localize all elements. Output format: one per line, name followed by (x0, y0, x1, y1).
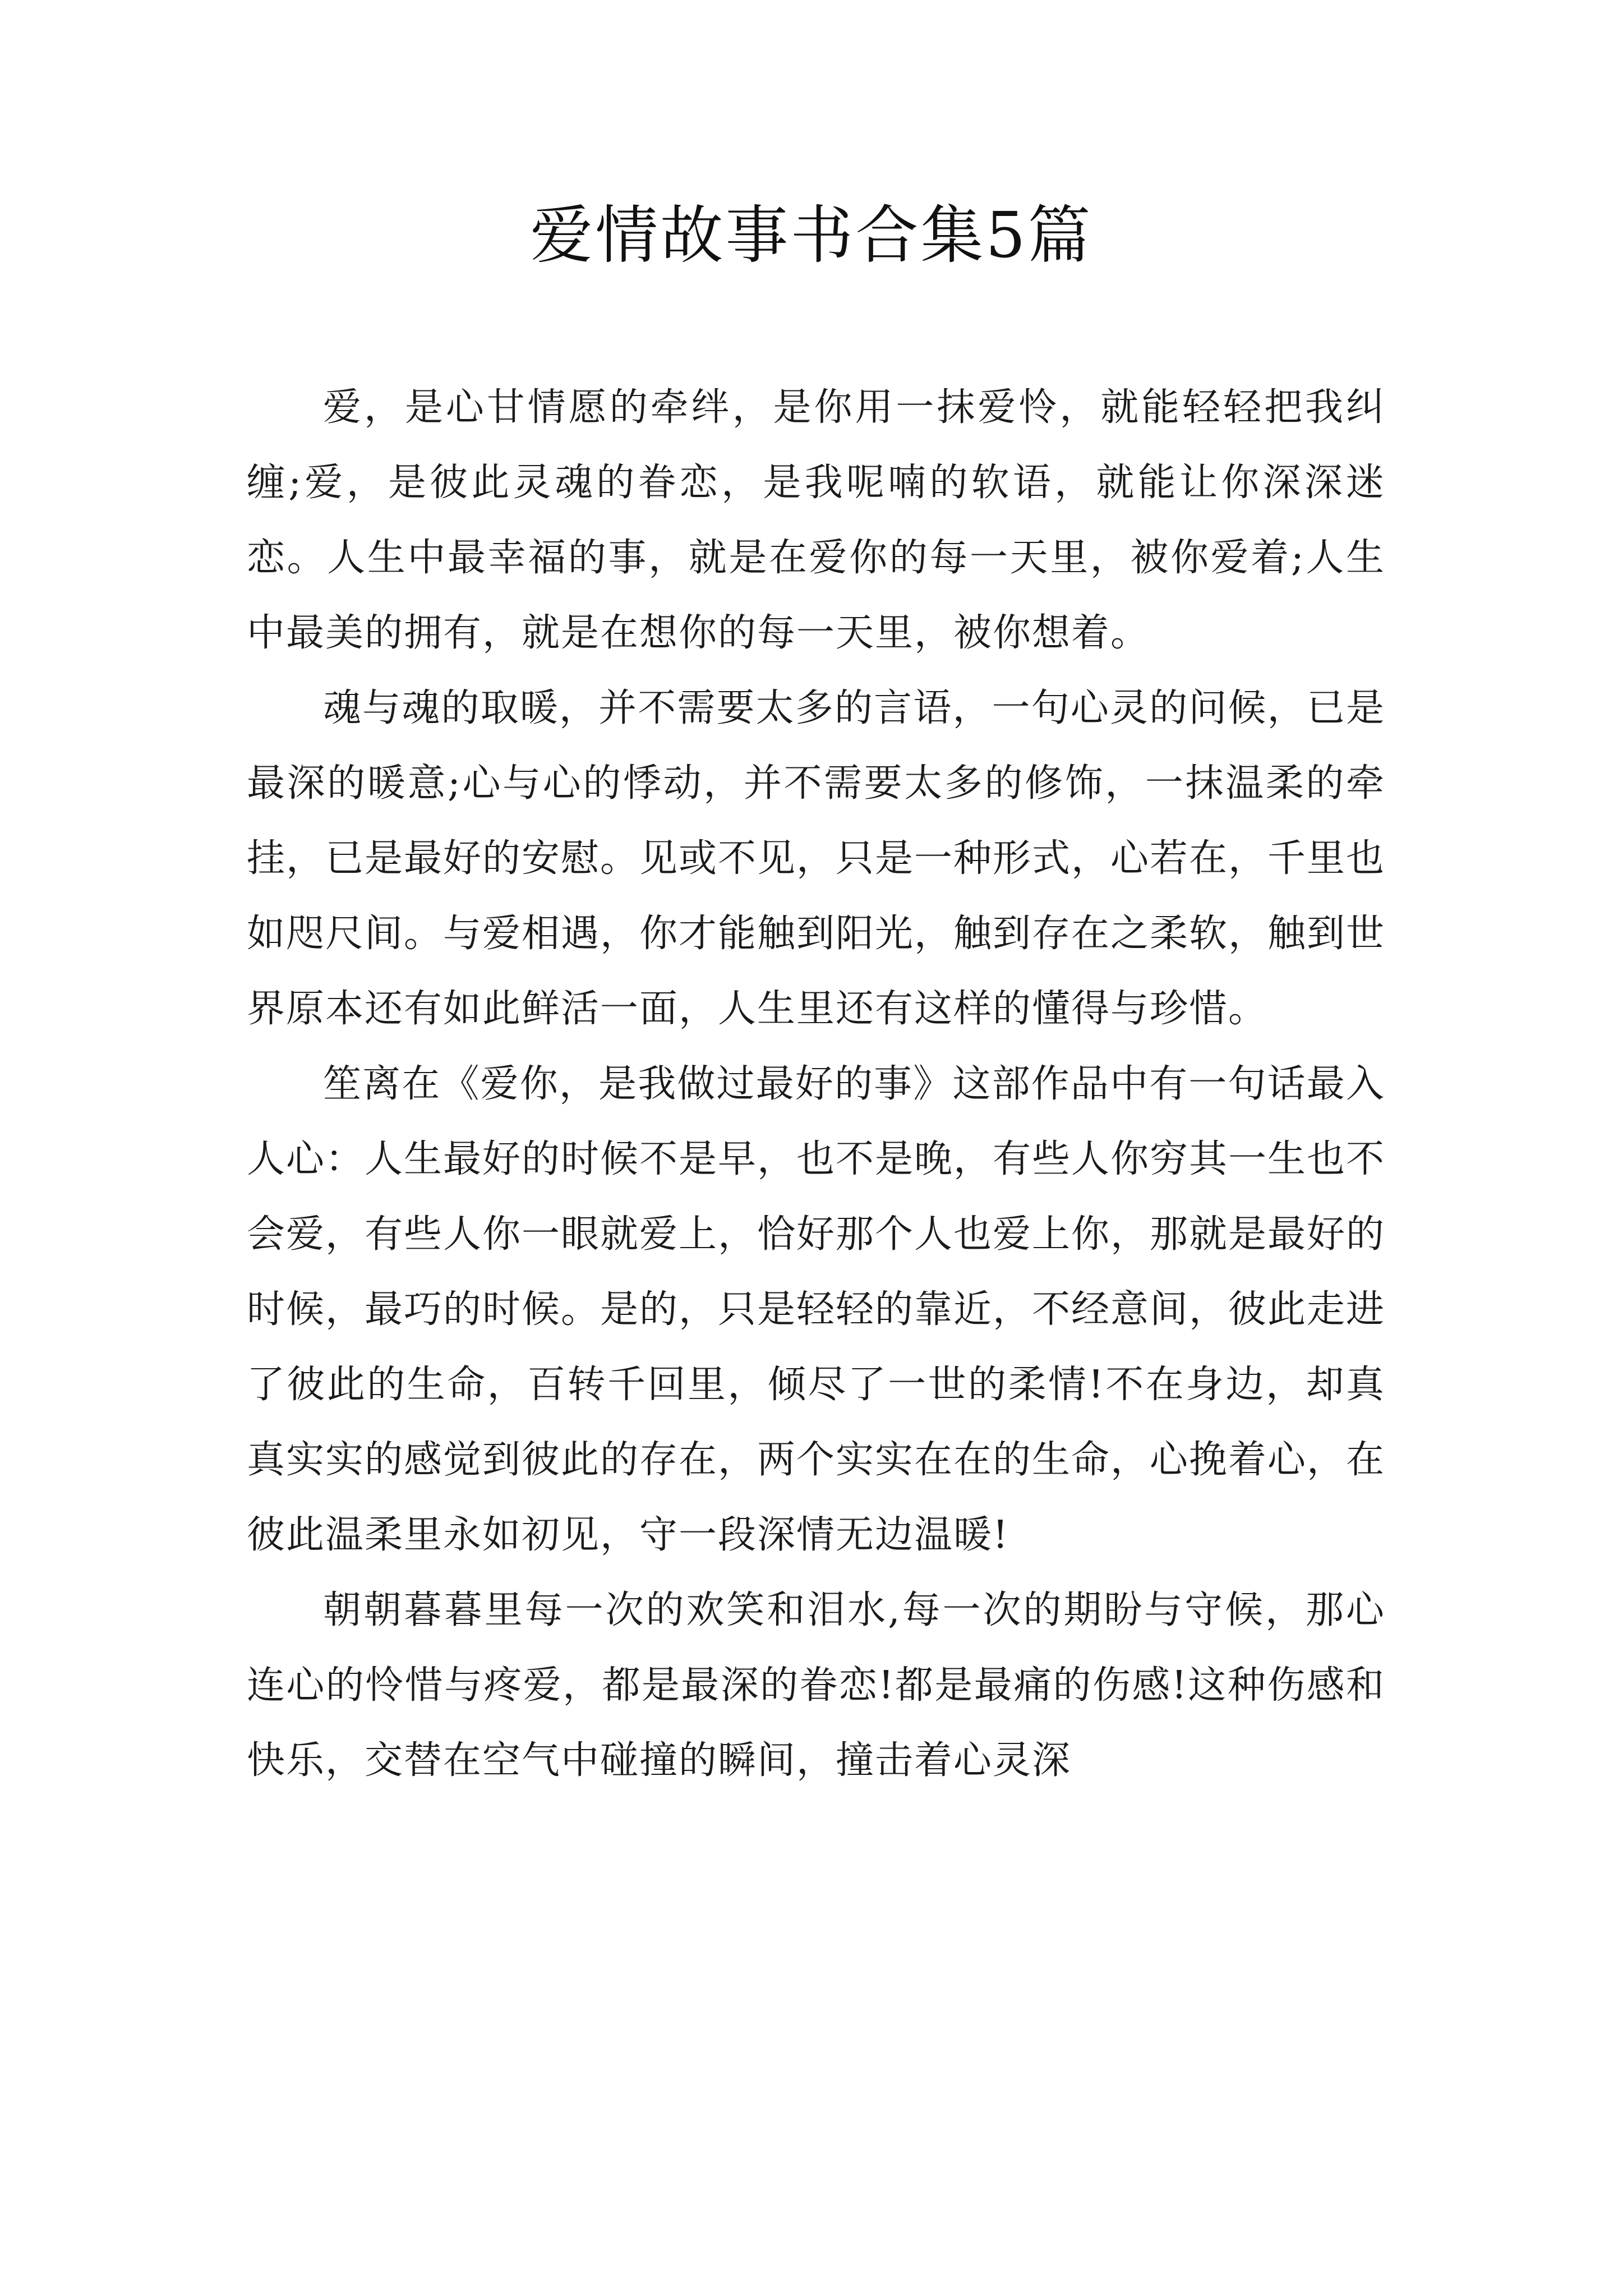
paragraph: 魂与魂的取暖，并不需要太多的言语，一句心灵的问候，已是最深的暖意;心与心的悸动，并不需要太多的修饰，一抹温柔的牵挂，已是最好的安慰。见或不见，只是一种形式，心若在，千里也如咫尺间。与爱相遇，你才能触到阳光，触到存在之柔软，触到世界原本还有如此鲜活一面，人生里还有这样的懂得与珍惜。 (247, 686, 1386, 1031)
paragraph: 爱，是心甘情愿的牵绊，是你用一抹爱怜，就能轻轻把我纠缠;爱，是彼此灵魂的眷恋，是我呢喃的软语，就能让你深深迷恋。人生中最幸福的事，就是在爱你的每一天里，被你爱着;人生中最美的拥有，就是在想你的每一天里，被你想着。 (247, 385, 1385, 655)
paragraph: 笙离在《爱你，是我做过最好的事》这部作品中有一句话最入人心：人生最好的时候不是早，也不是晚，有些人你穷其一生也不会爱，有些人你一眼就爱上，恰好那个人也爱上你，那就是最好的时候，最巧的时候。是的，只是轻轻的靠近，不经意间，彼此走进了彼此的生命，百转千回里，倾尽了一世的柔情!不在身边，却真真实实的感觉到彼此的存在，两个实实在在的生命，心挽着心，在彼此温柔里永如初见，守一段深情无边温暖! (247, 1062, 1386, 1557)
paragraph: 朝朝暮暮里每一次的欢笑和泪水,每一次的期盼与守候，那心连心的怜惜与疼爱，都是最深的眷恋!都是最痛的伤感!这种伤感和快乐，交替在空气中碰撞的瞬间，撞击着心灵深 (247, 1588, 1385, 1783)
document-title: 爱情故事书合集5篇 (530, 199, 1093, 272)
document-body (247, 370, 1385, 1798)
